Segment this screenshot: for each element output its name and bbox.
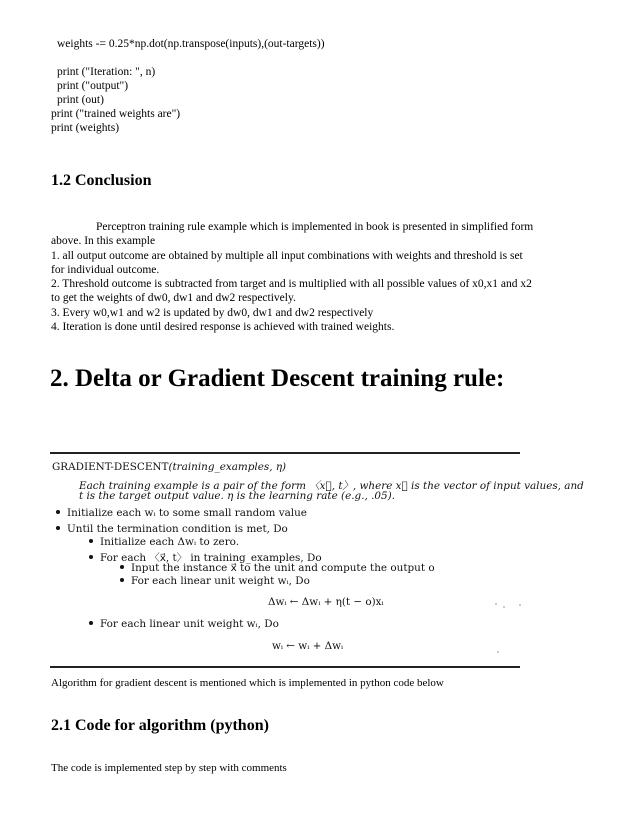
code-line: print ("output"): [57, 80, 129, 92]
bullet: [89, 555, 93, 559]
conclusion-line: 3. Every w0,w1 and w2 is updated by dw0, dw1 and dw2 respectively: [51, 306, 374, 319]
conclusion-line: to get the weights of dw0, dw1 and dw2 respectively.: [51, 292, 296, 305]
algorithm-step: Input the instance x⃗ to the unit and compute the output o: [120, 562, 435, 574]
section-heading-code: 2.1 Code for algorithm (python): [51, 717, 269, 734]
code-line: weights -= 0.25*np.dot(np.transpose(inputs),(out-targets)): [57, 38, 325, 50]
code-line: print (weights): [51, 122, 120, 134]
algorithm-step: Until the termination condition is met, Do: [56, 523, 288, 535]
conclusion-line: for individual outcome.: [51, 263, 160, 276]
update-equation: wᵢ ← wᵢ + Δwᵢ: [272, 640, 344, 652]
code-line: print ("Iteration: ", n): [57, 66, 156, 78]
figure-bottom-rule: [50, 666, 520, 668]
algorithm-step: For each linear unit weight wᵢ, Do: [120, 575, 310, 587]
algorithm-step: For each linear unit weight wᵢ, Do: [89, 618, 279, 630]
algorithm-figure: [50, 448, 584, 673]
bullet: [120, 578, 124, 582]
algorithm-step: Initialize each wᵢ to some small random value: [56, 507, 307, 519]
scan-speck: [503, 606, 505, 608]
section-heading-conclusion: 1.2 Conclusion: [51, 172, 152, 189]
algorithm-name: GRADIENT-DESCENT: [52, 461, 169, 473]
algorithm-step: For each 〈x⃗, t〉 in training_examples, Do: [89, 549, 322, 564]
bullet: [56, 526, 60, 530]
scan-speck: [495, 603, 497, 605]
scan-speck: [519, 604, 521, 606]
code-line: print ("trained weights are"): [51, 108, 181, 120]
conclusion-line: 2. Threshold outcome is subtracted from target and is multiplied with all possible values of x0,x1 and x2: [51, 278, 532, 291]
algorithm-step: Initialize each Δwᵢ to zero.: [89, 536, 239, 548]
figure-caption: Algorithm for gradient descent is mentioned which is implemented in python code below: [51, 677, 444, 689]
bullet: [120, 565, 124, 569]
algorithm-title: [52, 461, 286, 473]
figure-top-rule: [50, 452, 520, 454]
section-heading-delta-rule: 2. Delta or Gradient Descent training rule:: [50, 365, 505, 392]
bullet: [89, 539, 93, 543]
bullet: [56, 510, 60, 514]
scan-speck: [497, 651, 499, 653]
code-intro-text: The code is implemented step by step with comments: [51, 762, 287, 774]
algorithm-description: Each training example is a pair of the form 〈x⃗, t〉, where x⃗ is the vector of input values, and: [79, 480, 584, 492]
update-equation: Δwᵢ ← Δwᵢ + η(t − o)xᵢ: [268, 596, 384, 608]
conclusion-intro: Perceptron training rule example which is implemented in book is presented in simplified form: [96, 221, 534, 233]
conclusion-line: above. In this example: [51, 235, 156, 248]
bullet: [89, 621, 93, 625]
code-line: print (out): [57, 94, 104, 106]
conclusion-line: 1. all output outcome are obtained by multiple all input combinations with weights and threshold is set: [51, 249, 523, 262]
conclusion-line: 4. Iteration is done until desired response is achieved with trained weights.: [51, 321, 395, 334]
conclusion-paragraph: [51, 220, 583, 334]
algorithm-params: (training_examples, η): [168, 461, 287, 473]
algorithm-description: t is the target output value. η is the learning rate (e.g., .05).: [79, 490, 395, 502]
